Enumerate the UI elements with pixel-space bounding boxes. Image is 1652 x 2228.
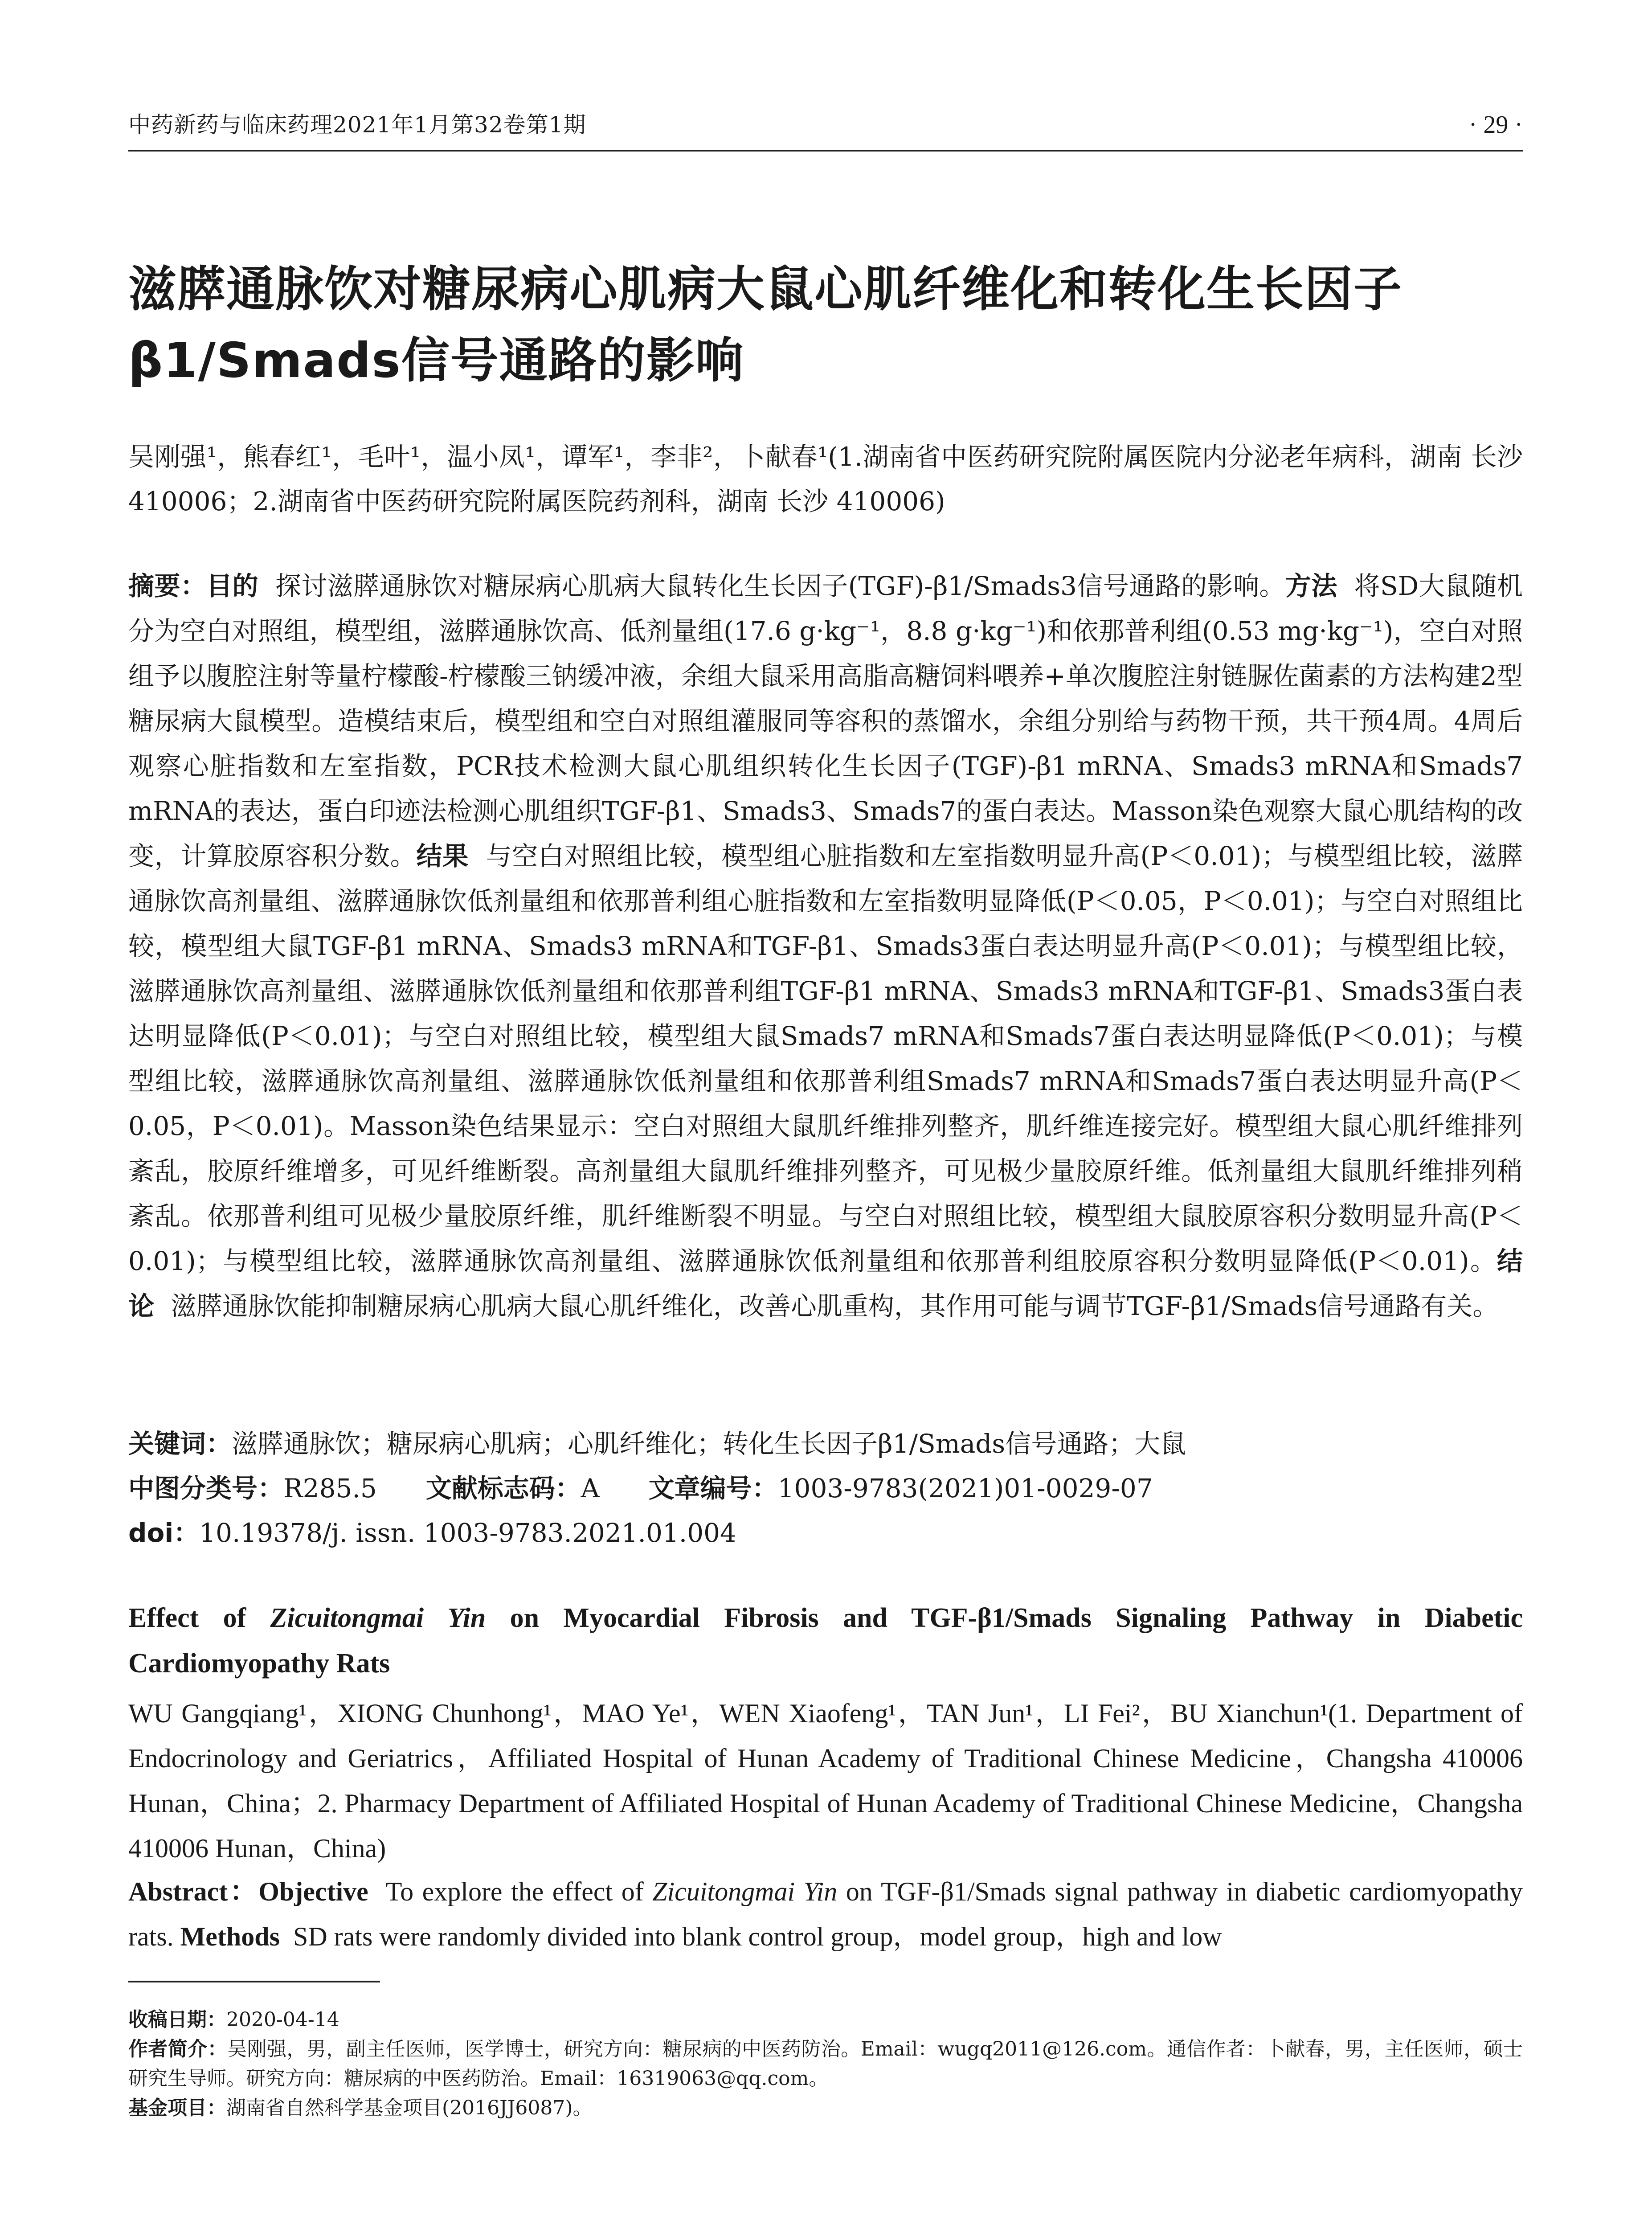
results-label: 结果 [416,841,469,871]
author-list: 吴刚强¹，熊春红¹，毛叶¹，温小凤¹，谭军¹，李非²，卜献春¹(1.湖南省中医药研究院附属医院内分泌老年病科，湖南 长沙 410006；2.湖南省中医药研究院附属医院药剂科，湖南 长沙 410006) [128,442,1523,516]
clc-value: R285.5 [283,1473,377,1503]
doc-code-value: A [581,1473,600,1503]
objective-label: 目的 [206,571,259,601]
doc-code-label: 文献标志码： [425,1473,581,1503]
footnote-received [128,2005,1523,2035]
conclusion-text: 滋膵通脉饮能抑制糖尿病心肌病大鼠心肌纤维化，改善心肌重构，其作用可能与调节TGF-β1/Smads信号通路有关。 [170,1291,1499,1321]
english-objective-label: Objective [258,1877,368,1906]
conclusion-label: 结论 [128,1246,1523,1321]
article-title: 滋膵通脉饮对糖尿病心肌病大鼠心肌纤维化和转化生长因子β1/Smads信号通路的影响 [128,262,1403,389]
running-header [128,107,1523,143]
english-title-italic: Zicuitongmai Yin [270,1603,486,1633]
doi-line [128,1511,1523,1555]
keywords-line [128,1421,1523,1466]
english-abstract [128,1869,1523,1959]
english-objective-pre: To explore the effect of [385,1877,653,1906]
abstract-label: 摘要： [128,571,207,601]
doi-label: doi： [128,1518,200,1548]
english-title-pre: Effect of [128,1603,270,1633]
english-title-post: on Myocardial Fibrosis and TGF-β1/Smads Signaling Pathway in Diabetic Cardiomyopathy Rats [128,1603,1523,1679]
header-divider [128,150,1523,152]
fund-text: 湖南省自然科学基金项目(2016JJ6087)。 [226,2097,593,2119]
english-methods-text: SD rats were randomly divided into blank control group，model group，high and low [293,1922,1222,1951]
english-objective-italic: Zicuitongmai Yin [652,1877,838,1906]
page-number: · 29 · [1468,111,1523,139]
author-bio: 吴刚强，男，副主任医师，医学博士，研究方向：糖尿病的中医药防治。Email：wugq2011@126.com。通信作者：卜献春，男，主任医师，硕士研究生导师。研究方向：糖尿病的中医药防治。Email：16319063@qq.com。 [128,2038,1523,2090]
english-title [128,1595,1523,1686]
keywords-text: 滋膵通脉饮；糖尿病心肌病；心肌纤维化；转化生长因子β1/Smads信号通路；大鼠 [232,1429,1186,1459]
received-label: 收稿日期： [128,2008,226,2031]
author-bio-label: 作者简介： [128,2038,228,2060]
results-text: 与空白对照组比较，模型组心脏指数和左室指数明显升高(P＜0.01)；与模型组比较，滋膵通脉饮高剂量组、滋膵通脉饮低剂量组和依那普利组心脏指数和左室指数明显降低(P＜0.05，P＜0.01)；与空白对照组比较，模型组大鼠TGF-β1 mRNA、Smads3 mRNA和TGF-β1、Smads3蛋白表达明显升高(P＜0.01)；与模型组比较，滋膵通脉饮高剂量组、滋膵通脉饮低剂量组和依那普利组TGF-β1 mRNA、Smads3 mRNA和TGF-β1、Smads3蛋白表达明显降低(P＜0.01)；与空白对照组比较，模型组大鼠Smads7 mRNA和Smads7蛋白表达明显降低(P＜0.01)；与模型组比较，滋膵通脉饮高剂量组、滋膵通脉饮低剂量组和依那普利组Smads7 mRNA和Smads7蛋白表达明显升高(P＜0.05，P＜0.01)。Masson染色结果显示：空白对照组大鼠肌纤维排列整齐，肌纤维连接完好。模型组大鼠心肌纤维排列紊乱，胶原纤维增多，可见纤维断裂。高剂量组大鼠肌纤维排列整齐，可见极少量胶原纤维。低剂量组大鼠肌纤维排列稍紊乱。依那普利组可见极少量胶原纤维，肌纤维断裂不明显。与空白对照组比较，模型组大鼠胶原容积分数明显升高(P＜0.01)；与模型组比较，滋膵通脉饮高剂量组、滋膵通脉饮低剂量组和依那普利组胶原容积分数明显降低(P＜0.01)。 [128,841,1523,1276]
footnotes [128,2005,1523,2123]
journal-issue: 中药新药与临床药理2021年1月第32卷第1期 [128,112,586,138]
footnote-divider [128,1981,380,1982]
classification-line [128,1466,1523,1511]
article-no-value: 1003-9783(2021)01-0029-07 [777,1473,1153,1503]
chinese-abstract [128,564,1523,1329]
english-objective-post: on TGF-β1/Smads signal pathway in diabetic cardiomyopathy rats. [128,1877,1523,1951]
english-methods-label: Methods [180,1922,280,1951]
objective-text: 探讨滋膵通脉饮对糖尿病心肌病大鼠转化生长因子(TGF)-β1/Smads3信号通路的影响。 [275,571,1285,601]
fund-label: 基金项目： [128,2097,226,2119]
footnote-author [128,2035,1523,2093]
english-author-list: WU Gangqiang¹，XIONG Chunhong¹，MAO Ye¹，WEN Xiaofeng¹，TAN Jun¹，LI Fei²，BU Xianchun¹(1. Department of Endocrinology and Geriatrics，Affiliated Hospital of Hunan Academy of Traditional Chinese Medicine，Changsha 410006 Hunan，China；2. Pharmacy Department of Affiliated Hospital of Hunan Academy of Traditional Chinese Medicine，Changsha 410006 Hunan，China) [128,1699,1523,1863]
methods-label: 方法 [1285,571,1337,601]
clc-label: 中图分类号： [128,1473,284,1503]
article-no-label: 文章编号： [648,1473,778,1503]
english-abstract-label: Abstract： [128,1877,259,1906]
footnote-fund [128,2093,1523,2123]
keywords-label: 关键词： [128,1429,232,1459]
doi-value: 10.19378/j. issn. 1003-9783.2021.01.004 [199,1518,736,1548]
methods-text: 将SD大鼠随机分为空白对照组，模型组，滋膵通脉饮高、低剂量组(17.6 g·kg⁻¹，8.8 g·kg⁻¹)和依那普利组(0.53 mg·kg⁻¹)，空白对照组予以腹腔注射等量柠檬酸-柠檬酸三钠缓冲液，余组大鼠采用高脂高糖饲料喂养+单次腹腔注射链脲佐菌素的方法构建2型糖尿病大鼠模型。造模结束后，模型组和空白对照组灌服同等容积的蒸馏水，余组分别给与药物干预，共干预4周。4周后观察心脏指数和左室指数，PCR技术检测大鼠心肌组织转化生长因子(TGF)-β1 mRNA、Smads3 mRNA和Smads7 mRNA的表达，蛋白印迹法检测心肌组织TGF-β1、Smads3、Smads7的蛋白表达。Masson染色观察大鼠心肌结构的改变，计算胶原容积分数。 [128,571,1523,871]
received-date: 2020-04-14 [226,2008,339,2031]
